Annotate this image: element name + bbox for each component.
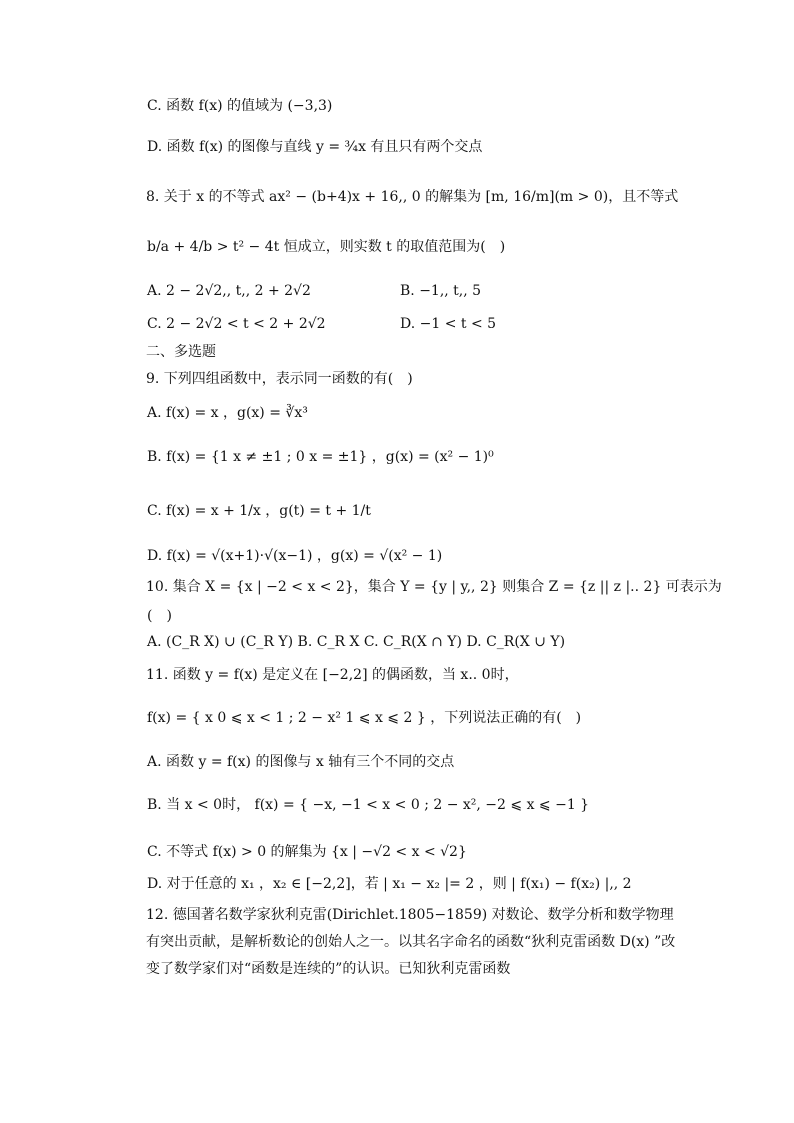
- question8-stem-continued: b/a + 4/b > t² − 4t 恒成立，则实数 t 的取值范围为( ): [147, 239, 506, 255]
- question11-option-b: B. 当 x < 0时， f(x) = { −x, −1 < x < 0 ; 2 − x², −2 ⩽ x ⩽ −1 }: [147, 797, 590, 813]
- question8-option-c: C. 2 − 2√2 < t < 2 + 2√2: [147, 316, 326, 332]
- section-heading: 二、多选题: [146, 344, 216, 360]
- question9-stem: 9. 下列四组函数中，表示同一函数的有( ): [146, 371, 413, 387]
- question9-option-d: D. f(x) = √(x+1)·√(x−1) ，g(x) = √(x² − 1): [147, 548, 443, 564]
- question7-option-d: D. 函数 f(x) 的图像与直线 y = ¾x 有且只有两个交点: [147, 139, 483, 155]
- question12-stem: 12. 德国著名数学家狄利克雷(Dirichlet.1805−1859) 对数论、数学分析和数学物理有突出贡献，是解析数论的创始人之一。以其名字命名的函数“狄利克雷函数 D(x) ”改变了数学家们对“函数是连续的”的认识。已知狄利克雷函数: [146, 907, 676, 977]
- question11-option-c: C. 不等式 f(x) > 0 的解集为 {x | −√2 < x < √2}: [147, 844, 467, 860]
- question11-option-d: D. 对于任意的 x₁ ，x₂ ∈ [−2,2]，若 | x₁ − x₂ |= 2 ，则 | f(x₁) − f(x₂) |,, 2: [147, 876, 632, 892]
- question7-option-c: C. 函数 f(x) 的值域为 (−3,3): [147, 98, 333, 114]
- question10-stem: 10. 集合 X = {x | −2 < x < 2}，集合 Y = {y | y,, 2} 则集合 Z = {z || z |.. 2} 可表示为: [146, 579, 722, 595]
- question9-option-a: A. f(x) = x ，g(x) = ∛x³: [147, 405, 308, 421]
- question8-option-b: B. −1,, t,, 5: [400, 283, 482, 299]
- question9-option-c: C. f(x) = x + 1/x ，g(t) = t + 1/t: [147, 503, 371, 519]
- question9-option-b: B. f(x) = {1 x ≠ ±1 ; 0 x = ±1} ，g(x) = (x² − 1)⁰: [147, 449, 494, 465]
- question8-option-a: A. 2 − 2√2,, t,, 2 + 2√2: [147, 283, 311, 299]
- question8-stem: 8. 关于 x 的不等式 ax² − (b+4)x + 16,, 0 的解集为 [m, 16/m](m > 0)，且不等式: [146, 189, 679, 205]
- question10-options: A. (C_R X) ∪ (C_R Y) B. C_R X C. C_R(X ∩ Y) D. C_R(X ∪ Y): [147, 634, 566, 650]
- question10-stem-continued: ( ): [147, 608, 172, 624]
- question11-stem: 11. 函数 y = f(x) 是定义在 [−2,2] 的偶函数，当 x.. 0时，: [146, 667, 519, 683]
- question11-piecewise: f(x) = { x 0 ⩽ x < 1 ; 2 − x² 1 ⩽ x ⩽ 2 } ，下列说法正确的有( ): [147, 710, 582, 726]
- question8-option-d: D. −1 < t < 5: [400, 316, 497, 332]
- question11-option-a: A. 函数 y = f(x) 的图像与 x 轴有三个不同的交点: [147, 754, 455, 770]
